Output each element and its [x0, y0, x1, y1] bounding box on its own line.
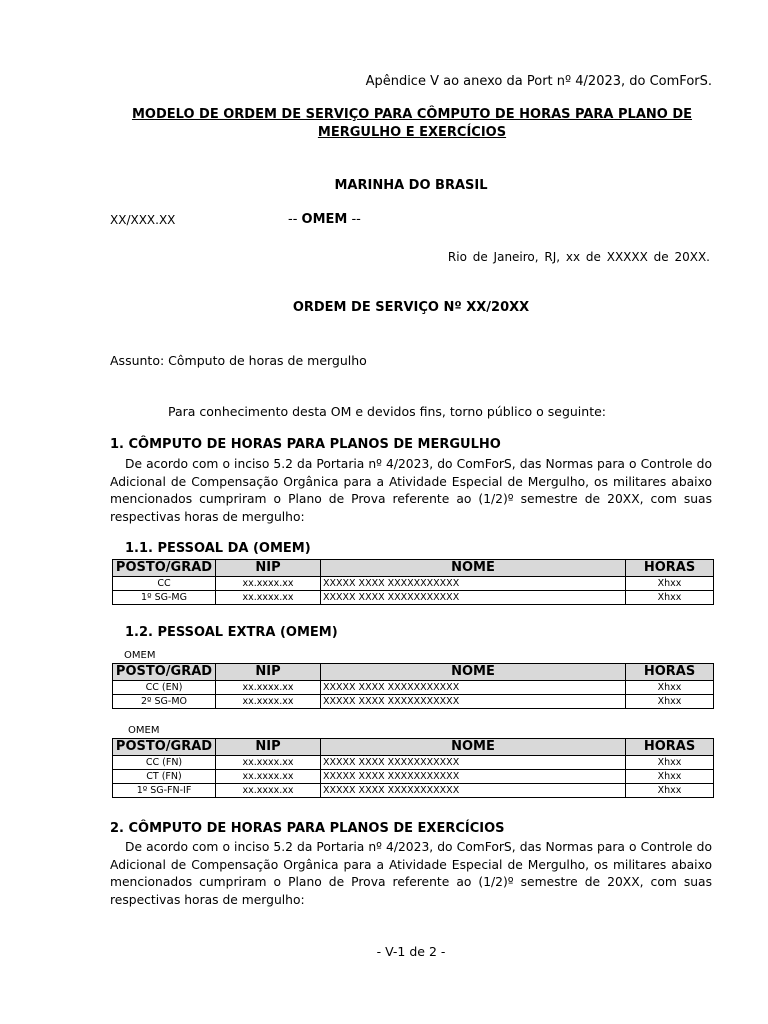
appendix-reference: Apêndice V ao anexo da Port nº 4/2023, do ComForS. — [365, 74, 712, 89]
col-header-horas: HORAS — [626, 739, 714, 756]
page-number: - V-1 de 2 - — [376, 944, 446, 959]
cell-horas: Xhxx — [626, 591, 714, 605]
cell-horas: Xhxx — [626, 681, 714, 695]
cell-nome: XXXXX XXXX XXXXXXXXXXX — [321, 591, 626, 605]
cell-horas: Xhxx — [626, 770, 714, 784]
section-1-paragraph: De acordo com o inciso 5.2 da Portaria nº 4/2023, do ComForS, das Normas para o Controle do Adicional de Compensação Orgânica para a Atividade Especial de Mergulho, os militares abaixo mencionados cumpriram o Plano de Prova referente ao (1/2)º semestre de 20XX, com suas respectivas horas de mergulho: — [110, 457, 712, 524]
table-pessoal-extra-b — [112, 738, 714, 798]
cell-posto: 2º SG-MO — [113, 695, 216, 709]
cell-nome: XXXXX XXXX XXXXXXXXXXX — [321, 695, 626, 709]
col-header-nip: NIP — [216, 664, 321, 681]
omem-label-b: OMEM — [128, 725, 160, 736]
table-row — [113, 577, 714, 591]
cell-nip: xx.xxxx.xx — [216, 695, 321, 709]
col-header-posto: POSTO/GRAD — [113, 739, 216, 756]
cell-posto: 1º SG-MG — [113, 591, 216, 605]
subsection-1-2-heading: 1.2. PESSOAL EXTRA (OMEM) — [125, 625, 338, 640]
col-header-nome: NOME — [321, 664, 626, 681]
table-row — [113, 770, 714, 784]
document-code: XX/XXX.XX — [110, 213, 176, 227]
table-row — [113, 695, 714, 709]
cell-posto: CT (FN) — [113, 770, 216, 784]
title-line-2: MERGULHO E EXERCÍCIOS — [317, 125, 507, 140]
omem-label — [288, 212, 361, 227]
cell-nip: xx.xxxx.xx — [216, 681, 321, 695]
col-header-nome: NOME — [321, 739, 626, 756]
section-2-paragraph: De acordo com o inciso 5.2 da Portaria nº 4/2023, do ComForS, das Normas para o Controle do Adicional de Compensação Orgânica para a Atividade Especial de Mergulho, os militares abaixo mencionados cumpriram o Plano de Prova referente ao (1/2)º semestre de 20XX, com suas respectivas horas de mergulho: — [110, 840, 712, 907]
table-row — [113, 591, 714, 605]
omem-name: OMEM — [301, 212, 348, 227]
cell-nip: xx.xxxx.xx — [216, 770, 321, 784]
cell-posto: 1º SG-FN-IF — [113, 784, 216, 798]
table-row — [113, 756, 714, 770]
omem-label-a: OMEM — [124, 650, 156, 661]
title-line-1: MODELO DE ORDEM DE SERVIÇO PARA CÔMPUTO DE HORAS PARA PLANO DE — [131, 107, 693, 122]
table-pessoal-extra-a — [112, 663, 714, 709]
cell-nip: xx.xxxx.xx — [216, 591, 321, 605]
cell-nome: XXXXX XXXX XXXXXXXXXXX — [321, 770, 626, 784]
cell-posto: CC — [113, 577, 216, 591]
cell-nome: XXXXX XXXX XXXXXXXXXXX — [321, 756, 626, 770]
intro-text: Para conhecimento desta OM e devidos fins, torno público o seguinte: — [168, 404, 606, 419]
cell-nome: XXXXX XXXX XXXXXXXXXXX — [321, 681, 626, 695]
cell-nip: xx.xxxx.xx — [216, 577, 321, 591]
col-header-horas: HORAS — [626, 664, 714, 681]
table-row — [113, 681, 714, 695]
cell-nip: xx.xxxx.xx — [216, 784, 321, 798]
cell-nome: XXXXX XXXX XXXXXXXXXXX — [321, 784, 626, 798]
document-title — [130, 106, 694, 142]
col-header-nip: NIP — [216, 739, 321, 756]
table-pessoal-omem — [112, 559, 714, 605]
cell-horas: Xhxx — [626, 695, 714, 709]
col-header-nip: NIP — [216, 560, 321, 577]
cell-nome: XXXXX XXXX XXXXXXXXXXX — [321, 577, 626, 591]
section-2-heading: 2. CÔMPUTO DE HORAS PARA PLANOS DE EXERCÍCIOS — [110, 821, 505, 836]
cell-nip: xx.xxxx.xx — [216, 756, 321, 770]
place-date: Rio de Janeiro, RJ, xx de XXXXX de 20XX. — [447, 250, 710, 264]
cell-horas: Xhxx — [626, 784, 714, 798]
col-header-posto: POSTO/GRAD — [113, 560, 216, 577]
cell-horas: Xhxx — [626, 756, 714, 770]
col-header-horas: HORAS — [626, 560, 714, 577]
col-header-posto: POSTO/GRAD — [113, 664, 216, 681]
cell-posto: CC (FN) — [113, 756, 216, 770]
omem-suffix: -- — [347, 212, 361, 227]
organization-name: MARINHA DO BRASIL — [334, 178, 488, 193]
cell-horas: Xhxx — [626, 577, 714, 591]
section-1-heading: 1. CÔMPUTO DE HORAS PARA PLANOS DE MERGULHO — [110, 437, 501, 452]
cell-posto: CC (EN) — [113, 681, 216, 695]
table-row — [113, 784, 714, 798]
col-header-nome: NOME — [321, 560, 626, 577]
omem-prefix: -- — [288, 212, 302, 227]
order-title: ORDEM DE SERVIÇO Nº XX/20XX — [292, 300, 530, 315]
subject-line: Assunto: Cômputo de horas de mergulho — [110, 353, 367, 368]
subsection-1-1-heading: 1.1. PESSOAL DA (OMEM) — [125, 541, 311, 556]
